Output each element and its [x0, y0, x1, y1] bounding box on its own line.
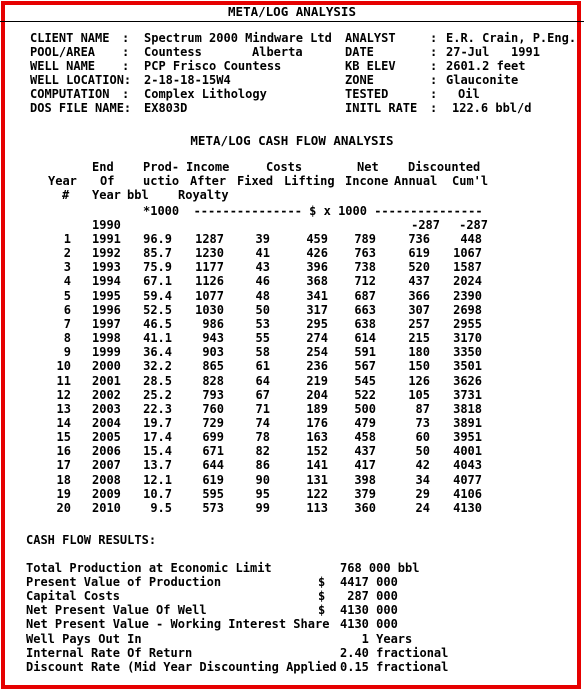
col-header: Annual — [394, 174, 438, 188]
cell-lifting-cost: 236 — [306, 359, 328, 374]
info-colon: : — [122, 59, 130, 73]
cell-discounted-annual: 60 — [415, 430, 430, 445]
row-number: 13 — [56, 401, 71, 416]
info-value: PCP Frisco Countess — [144, 59, 282, 73]
info-value: 2601.2 feet — [446, 59, 526, 73]
title-rule — [0, 21, 584, 22]
cell-lifting-cost: 295 — [306, 316, 328, 331]
cell-fixed-cost: 55 — [255, 331, 270, 346]
col-header: After — [190, 174, 227, 188]
cell-discounted-annual: 257 — [408, 316, 430, 331]
row-number: 18 — [56, 472, 71, 487]
info-label: POOL/AREA — [30, 45, 96, 59]
info-label: TESTED — [345, 87, 389, 101]
cell-lifting-cost: 341 — [306, 288, 328, 303]
row-number: 8 — [63, 331, 71, 346]
cell-production: 17.4 — [143, 430, 172, 445]
row-year: 1999 — [92, 345, 121, 360]
cell-production: 32.2 — [143, 359, 172, 374]
cell-net-income: 479 — [354, 415, 376, 430]
info-colon: : — [122, 87, 130, 101]
table-row — [0, 303, 584, 317]
result-value: 287 000 — [340, 589, 398, 604]
row-number: 6 — [63, 302, 71, 317]
row-year: 1995 — [92, 288, 121, 303]
info-value: Spectrum 2000 Mindware Ltd — [144, 31, 332, 45]
result-value: 0.15 fractional — [340, 659, 449, 674]
cell-discounted-cumulative: 2698 — [453, 302, 482, 317]
info-colon: : — [122, 31, 130, 45]
cell-income-after-royalty: 1030 — [195, 302, 224, 317]
row-number: 2 — [63, 246, 71, 261]
cell-discounted-annual: 307 — [408, 302, 430, 317]
row-year: 2001 — [92, 373, 121, 388]
col-header: Fixed — [237, 174, 274, 188]
cell-lifting-cost: 141 — [306, 458, 328, 473]
cell-net-income: 591 — [354, 345, 376, 360]
cell-income-after-royalty: 573 — [202, 500, 224, 515]
table-row — [0, 444, 584, 458]
cell-production: 59.4 — [143, 288, 172, 303]
info-label: WELL NAME — [30, 59, 96, 73]
row-number: 11 — [56, 373, 71, 388]
row-number: 14 — [56, 415, 71, 430]
cell-discounted-cumulative: 3626 — [453, 373, 482, 388]
cell-net-income: 458 — [354, 430, 376, 445]
cell-production: 22.3 — [143, 401, 172, 416]
cell-net-income: 763 — [354, 246, 376, 261]
cell-production: 96.9 — [143, 232, 172, 246]
info-colon: : — [430, 87, 438, 101]
cell-fixed-cost: 99 — [255, 500, 270, 515]
info-label: ZONE — [345, 73, 374, 87]
col-header: Year — [92, 188, 121, 202]
cell-discounted-annual: 105 — [408, 387, 430, 402]
cell-discounted-annual: 619 — [408, 246, 430, 261]
col-header: Prod- — [143, 160, 180, 174]
table-row — [0, 458, 584, 472]
cell-production: 75.9 — [143, 260, 172, 275]
table-row — [0, 388, 584, 402]
cell-income-after-royalty: 865 — [202, 359, 224, 374]
cell-lifting-cost: 189 — [306, 401, 328, 416]
cell-net-income: 567 — [354, 359, 376, 374]
cell-discounted-cumulative: 4106 — [453, 486, 482, 501]
cell-discounted-cumulative: 2024 — [453, 274, 482, 289]
cell-fixed-cost: 48 — [255, 288, 270, 303]
cell-net-income: 437 — [354, 444, 376, 459]
cell-production: 41.1 — [143, 331, 172, 346]
col-header: Discounted — [408, 160, 481, 174]
info-value: 27-Jul 1991 — [446, 45, 540, 59]
info-colon: : — [122, 45, 130, 59]
row-number: 20 — [56, 500, 71, 515]
info-label: ANALYST — [345, 31, 396, 45]
cell-discounted-annual: 180 — [408, 345, 430, 360]
cell-lifting-cost: 131 — [306, 472, 328, 487]
cell-discounted-cumulative: 4077 — [453, 472, 482, 487]
result-value: 768 000 bbl — [340, 561, 420, 575]
info-colon: : — [430, 101, 438, 115]
info-value: 2-18-18-15W4 — [144, 73, 231, 87]
cell-income-after-royalty: 793 — [202, 387, 224, 402]
results-title: CASH FLOW RESULTS: — [26, 533, 157, 547]
table-row — [0, 317, 584, 331]
cell-discounted-cumulative: 448 — [460, 232, 482, 246]
cell-discounted-annual: 24 — [415, 500, 430, 515]
cell-discounted-cumulative: 3350 — [453, 345, 482, 360]
cell-production: 67.1 — [143, 274, 172, 289]
cell-income-after-royalty: 729 — [202, 415, 224, 430]
result-label: Net Present Value Of Well — [26, 603, 207, 618]
col-header: Net — [357, 160, 379, 174]
cell-discounted-cumulative: 3170 — [453, 331, 482, 346]
cell-income-after-royalty: 828 — [202, 373, 224, 388]
cell-fixed-cost: 74 — [255, 415, 270, 430]
table-row — [0, 402, 584, 416]
cell-discounted-cumulative: 2390 — [453, 288, 482, 303]
cell-net-income: 545 — [354, 373, 376, 388]
cell-production: 46.5 — [143, 316, 172, 331]
cell-fixed-cost: 78 — [255, 430, 270, 445]
row-year: 1992 — [92, 246, 121, 261]
cell-fixed-cost: 71 — [255, 401, 270, 416]
cell-production: 9.5 — [150, 500, 172, 515]
col-header: Incone — [345, 174, 389, 188]
table-row — [0, 260, 584, 274]
result-label: Present Value of Production — [26, 575, 222, 590]
cell-production: 15.4 — [143, 444, 172, 459]
cell-net-income: 417 — [354, 458, 376, 473]
row-number: 10 — [56, 359, 71, 374]
cell-discounted-annual: 736 — [408, 232, 430, 246]
info-value: Oil — [458, 87, 480, 101]
row-year: 2009 — [92, 486, 121, 501]
cell-discounted-annual: 150 — [408, 359, 430, 374]
info-value: Complex Lithology — [144, 87, 267, 101]
cell-discounted-cumulative: 2955 — [453, 316, 482, 331]
row-year: 1998 — [92, 331, 121, 346]
row-year: 2006 — [92, 444, 121, 459]
cell-production: 25.2 — [143, 387, 172, 402]
cell-discounted-annual: 34 — [415, 472, 430, 487]
col-header: uctio — [143, 174, 180, 188]
cell-net-income: 712 — [354, 274, 376, 289]
table-row — [0, 331, 584, 345]
table-row — [0, 501, 584, 515]
info-label: COMPUTATION — [30, 87, 110, 101]
cell-net-income: 500 — [354, 401, 376, 416]
cell-net-income: 522 — [354, 387, 376, 402]
cell-lifting-cost: 254 — [306, 345, 328, 360]
start-year: 1990 — [92, 218, 121, 232]
row-year: 2002 — [92, 387, 121, 402]
info-colon: : — [430, 45, 438, 59]
cell-fixed-cost: 53 — [255, 316, 270, 331]
info-label: WELL LOCATION: — [30, 73, 132, 87]
cell-lifting-cost: 204 — [306, 387, 328, 402]
cell-production: 52.5 — [143, 302, 172, 317]
cell-discounted-cumulative: 3818 — [453, 401, 482, 416]
section-title: META/LOG CASH FLOW ANALYSIS — [190, 133, 394, 148]
cell-discounted-cumulative: 3731 — [453, 387, 482, 402]
cell-discounted-cumulative: 4001 — [453, 444, 482, 459]
page-title: META/LOG ANALYSIS — [228, 4, 356, 19]
result-currency: $ — [318, 589, 326, 604]
cell-net-income: 614 — [354, 331, 376, 346]
cell-discounted-annual: 87 — [415, 401, 430, 416]
info-value-extra: Alberta — [252, 45, 303, 59]
row-year: 1997 — [92, 316, 121, 331]
row-number: 15 — [56, 430, 71, 445]
result-value: 4417 000 — [340, 575, 398, 590]
col-header: Year — [48, 174, 77, 188]
result-value: 1 Years — [340, 631, 413, 646]
cell-lifting-cost: 426 — [306, 246, 328, 261]
cell-discounted-annual: 73 — [415, 415, 430, 430]
info-label: DATE — [345, 45, 374, 59]
col-header: End — [92, 160, 114, 174]
info-value: Glauconite — [446, 73, 519, 87]
cell-fixed-cost: 90 — [255, 472, 270, 487]
result-value: 4130 000 — [340, 617, 398, 632]
cell-discounted-annual: 366 — [408, 288, 430, 303]
cell-net-income: 398 — [354, 472, 376, 487]
row-year: 1993 — [92, 260, 121, 275]
result-value: 2.40 fractional — [340, 645, 449, 660]
cell-lifting-cost: 219 — [306, 373, 328, 388]
info-label: DOS FILE NAME: — [30, 101, 132, 115]
cell-discounted-annual: 50 — [415, 444, 430, 459]
table-row — [0, 374, 584, 388]
cell-fixed-cost: 64 — [255, 373, 270, 388]
cell-lifting-cost: 122 — [306, 486, 328, 501]
cell-discounted-annual: 215 — [408, 331, 430, 346]
row-year: 2010 — [92, 500, 121, 515]
cell-discounted-cumulative: 4130 — [453, 500, 482, 515]
cell-fixed-cost: 43 — [255, 260, 270, 275]
info-label: CLIENT NAME — [30, 31, 110, 45]
cell-fixed-cost: 67 — [255, 387, 270, 402]
result-label: Capital Costs — [26, 589, 120, 604]
cell-net-income: 360 — [354, 500, 376, 515]
cell-discounted-cumulative: 3891 — [453, 415, 482, 430]
start-cum: -287 — [459, 218, 488, 232]
cell-fixed-cost: 46 — [255, 274, 270, 289]
row-number: 7 — [63, 316, 71, 331]
row-number: 9 — [63, 345, 71, 360]
result-label: Total Production at Economic Limit — [26, 561, 272, 575]
info-value: EX803D — [144, 101, 188, 115]
cell-discounted-cumulative: 4043 — [453, 458, 482, 473]
cell-net-income: 663 — [354, 302, 376, 317]
cell-net-income: 379 — [354, 486, 376, 501]
cell-production: 10.7 — [143, 486, 172, 501]
cell-production: 85.7 — [143, 246, 172, 261]
cell-income-after-royalty: 699 — [202, 430, 224, 445]
row-number: 1 — [63, 232, 71, 246]
cell-income-after-royalty: 760 — [202, 401, 224, 416]
col-header: Of — [100, 174, 115, 188]
cell-income-after-royalty: 1126 — [195, 274, 224, 289]
col-header: bbl — [127, 188, 149, 202]
row-year: 2008 — [92, 472, 121, 487]
info-value: E.R. Crain, P.Eng. — [446, 31, 577, 45]
result-currency: $ — [318, 575, 326, 590]
cell-discounted-cumulative: 1067 — [453, 246, 482, 261]
cell-income-after-royalty: 671 — [202, 444, 224, 459]
row-year: 2005 — [92, 430, 121, 445]
row-number: 5 — [63, 288, 71, 303]
info-label: KB ELEV — [345, 59, 396, 73]
table-row — [0, 289, 584, 303]
result-label: Discount Rate (Mid Year Discounting Applied — [26, 659, 337, 674]
cell-production: 28.5 — [143, 373, 172, 388]
result-label: Internal Rate Of Return — [26, 645, 193, 660]
result-value: 4130 000 — [340, 603, 398, 618]
cell-lifting-cost: 113 — [306, 500, 328, 515]
table-row — [0, 359, 584, 373]
cell-income-after-royalty: 595 — [202, 486, 224, 501]
row-year: 2004 — [92, 415, 121, 430]
cell-income-after-royalty: 1077 — [195, 288, 224, 303]
cell-net-income: 789 — [354, 232, 376, 246]
cell-income-after-royalty: 1287 — [195, 232, 224, 246]
row-year: 1991 — [92, 232, 121, 246]
cell-income-after-royalty: 986 — [202, 316, 224, 331]
result-label: Net Present Value - Working Interest Share — [26, 617, 330, 632]
col-header: # — [62, 188, 70, 202]
cell-discounted-annual: 520 — [408, 260, 430, 275]
col-header: Royalty — [178, 188, 229, 202]
cell-income-after-royalty: 1230 — [195, 246, 224, 261]
info-label: INITL RATE — [345, 101, 418, 115]
cell-lifting-cost: 396 — [306, 260, 328, 275]
row-year: 1994 — [92, 274, 121, 289]
cell-fixed-cost: 50 — [255, 302, 270, 317]
cell-lifting-cost: 317 — [306, 302, 328, 317]
cell-lifting-cost: 368 — [306, 274, 328, 289]
info-value: 122.6 bbl/d — [452, 101, 532, 115]
cell-fixed-cost: 39 — [255, 232, 270, 246]
info-colon: : — [430, 31, 438, 45]
row-number: 16 — [56, 444, 71, 459]
info-colon: : — [430, 59, 438, 73]
cell-lifting-cost: 459 — [306, 232, 328, 246]
cell-income-after-royalty: 1177 — [195, 260, 224, 275]
row-year: 2000 — [92, 359, 121, 374]
cell-production: 12.1 — [143, 472, 172, 487]
row-number: 3 — [63, 260, 71, 275]
cell-fixed-cost: 58 — [255, 345, 270, 360]
table-row — [0, 246, 584, 260]
cell-lifting-cost: 163 — [306, 430, 328, 445]
row-year: 2007 — [92, 458, 121, 473]
units-line: *1000 --------------- $ x 1000 --------------- — [143, 204, 483, 218]
table-row — [0, 274, 584, 288]
result-label: Well Pays Out In — [26, 631, 142, 646]
cell-discounted-cumulative: 1587 — [453, 260, 482, 275]
table-row — [0, 487, 584, 501]
cell-net-income: 687 — [354, 288, 376, 303]
cell-income-after-royalty: 943 — [202, 331, 224, 346]
info-colon: : — [430, 73, 438, 87]
row-number: 4 — [63, 274, 71, 289]
cell-discounted-cumulative: 3951 — [453, 430, 482, 445]
info-value: Countess — [144, 45, 202, 59]
cell-income-after-royalty: 619 — [202, 472, 224, 487]
table-row — [0, 430, 584, 444]
cell-fixed-cost: 82 — [255, 444, 270, 459]
cell-lifting-cost: 152 — [306, 444, 328, 459]
cell-fixed-cost: 61 — [255, 359, 270, 374]
cell-discounted-annual: 42 — [415, 458, 430, 473]
cell-discounted-annual: 437 — [408, 274, 430, 289]
cell-income-after-royalty: 644 — [202, 458, 224, 473]
table-row — [0, 232, 584, 246]
col-header: Costs — [266, 160, 303, 174]
cell-net-income: 638 — [354, 316, 376, 331]
cell-lifting-cost: 274 — [306, 331, 328, 346]
row-number: 17 — [56, 458, 71, 473]
cell-fixed-cost: 41 — [255, 246, 270, 261]
table-row — [0, 473, 584, 487]
cell-lifting-cost: 176 — [306, 415, 328, 430]
table-row — [0, 345, 584, 359]
cell-fixed-cost: 86 — [255, 458, 270, 473]
cell-production: 13.7 — [143, 458, 172, 473]
cell-discounted-cumulative: 3501 — [453, 359, 482, 374]
cell-income-after-royalty: 903 — [202, 345, 224, 360]
start-annual: -287 — [411, 218, 440, 232]
row-year: 2003 — [92, 401, 121, 416]
col-header: Lifting — [284, 174, 335, 188]
col-header: Cum'l — [452, 174, 489, 188]
result-currency: $ — [318, 603, 326, 618]
row-number: 19 — [56, 486, 71, 501]
cell-net-income: 738 — [354, 260, 376, 275]
table-row — [0, 416, 584, 430]
cell-discounted-annual: 29 — [415, 486, 430, 501]
row-year: 1996 — [92, 302, 121, 317]
cell-production: 36.4 — [143, 345, 172, 360]
cell-fixed-cost: 95 — [255, 486, 270, 501]
row-number: 12 — [56, 387, 71, 402]
cell-production: 19.7 — [143, 415, 172, 430]
col-header: Income — [186, 160, 230, 174]
cell-discounted-annual: 126 — [408, 373, 430, 388]
